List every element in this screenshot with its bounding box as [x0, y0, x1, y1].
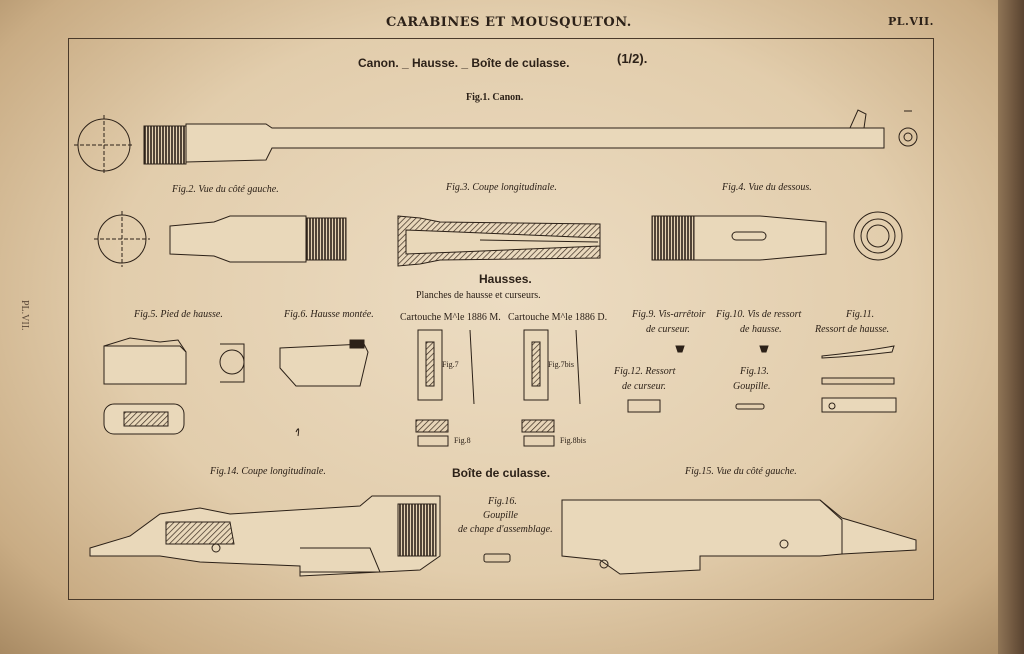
- fig4-caption: Fig.4. Vue du dessous.: [722, 182, 812, 193]
- fig16-caption-2: Goupille: [483, 510, 518, 521]
- hausses-subheading: Planches de hausse et curseurs.: [416, 290, 541, 301]
- fig12-caption-2: de curseur.: [622, 381, 666, 392]
- fig1-barrel-drawing: [74, 110, 917, 175]
- fig9-caption-2: de curseur.: [646, 324, 690, 335]
- fig7-sight-leaf-drawing: [416, 330, 474, 446]
- fig3-longitudinal-section-drawing: [398, 216, 600, 266]
- fig9-caption-1: Fig.9. Vis-arrêtoir: [632, 309, 706, 320]
- fig5-sight-base-drawing: [104, 338, 244, 434]
- fig6-mounted-sight-drawing: [280, 340, 368, 436]
- fig14-caption: Fig.14. Coupe longitudinale.: [210, 466, 326, 477]
- fig4-underside-drawing: [652, 212, 902, 260]
- fig1-caption: Fig.1. Canon.: [466, 92, 524, 103]
- plate-scale: (1/2).: [617, 51, 648, 66]
- plate-title: CARABINES ET MOUSQUETON.: [386, 15, 632, 30]
- plate-number: PL.VII.: [888, 15, 934, 28]
- cartouche-d-label: Cartouche M^le 1886 D.: [508, 312, 608, 323]
- fig13-caption-2: Goupille.: [733, 381, 771, 392]
- fig10-caption-2: de hausse.: [740, 324, 782, 335]
- fig15-receiver-side-drawing: [562, 500, 916, 574]
- fig2-side-view-drawing: [94, 211, 346, 267]
- boite-heading: Boîte de culasse.: [452, 466, 551, 480]
- fig16-caption-1: Fig.16.: [488, 496, 517, 507]
- fig15-caption: Fig.15. Vue du côté gauche.: [685, 466, 797, 477]
- fig8-caption: Fig.8: [454, 436, 471, 445]
- fig14-receiver-section-drawing: [90, 496, 440, 576]
- plate-subtitle: Canon. _ Hausse. _ Boîte de culasse.: [358, 56, 570, 70]
- fig10-caption-1: Fig.10. Vis de ressort: [716, 309, 802, 320]
- cartouche-m-label: Cartouche M^le 1886 M.: [400, 312, 501, 323]
- fig7-caption: Fig.7: [442, 360, 459, 369]
- fig13-caption-1: Fig.13.: [740, 366, 769, 377]
- fig7bis-sight-leaf-drawing: [522, 330, 580, 446]
- side-plate-label: PL.VII.: [19, 300, 30, 331]
- fig11-caption-2: Ressort de hausse.: [815, 324, 890, 335]
- fig6-caption: Fig.6. Hausse montée.: [284, 309, 374, 320]
- fig11-caption-1: Fig.11.: [846, 309, 875, 320]
- fig16-caption-3: de chape d'assemblage.: [458, 524, 553, 535]
- hausses-heading: Hausses.: [479, 272, 532, 286]
- fig2-caption: Fig.2. Vue du côté gauche.: [172, 184, 279, 195]
- fig5-caption: Fig.5. Pied de hausse.: [134, 309, 223, 320]
- fig8bis-caption: Fig.8bis: [560, 436, 587, 445]
- fig3-caption: Fig.3. Coupe longitudinale.: [446, 182, 557, 193]
- fig12-caption-1: Fig.12. Ressort: [614, 366, 676, 377]
- fig7bis-caption: Fig.7bis: [548, 360, 575, 369]
